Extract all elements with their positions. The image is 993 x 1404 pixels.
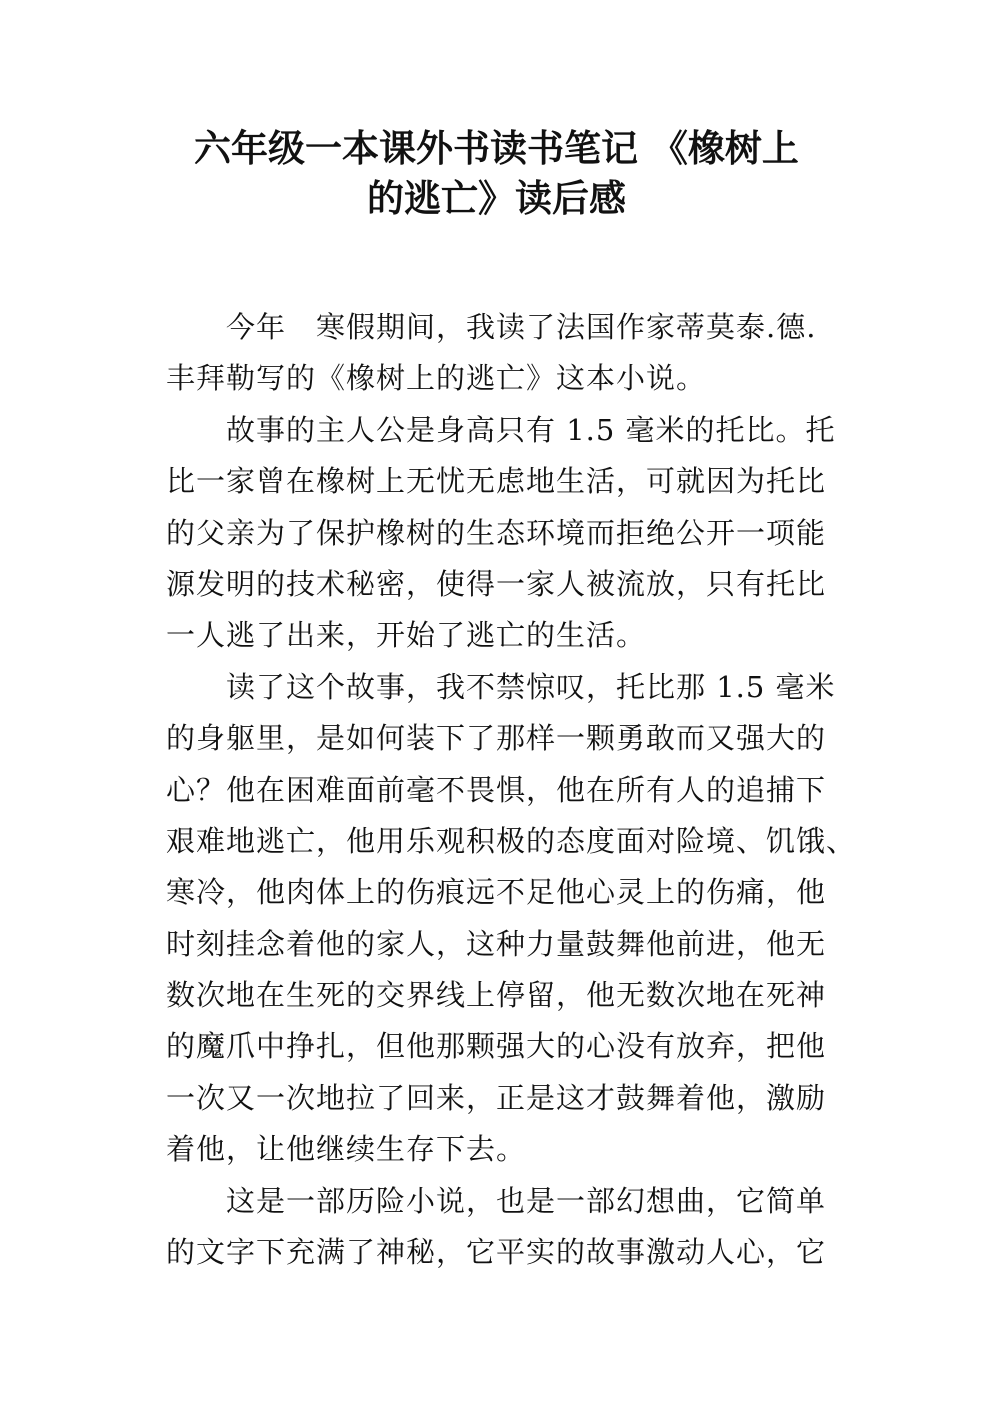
text-line: 一次又一次地拉了回来，正是这才鼓舞着他，激励 [166, 1080, 827, 1115]
paragraph [166, 306, 846, 409]
text-line: 心？他在困难面前毫不畏惧，他在所有人的追捕下 [166, 772, 827, 807]
text-line: 的身躯里，是如何装下了那样一颗勇敢而又强大的 [166, 721, 827, 756]
text-line: 丰拜勒写的《橡树上的逃亡》这本小说。 [166, 361, 707, 396]
text-line: 今年 寒假期间，我读了法国作家蒂莫泰.德. [226, 310, 817, 344]
text-line: 比一家曾在橡树上无忧无虑地生活，可就因为托比 [166, 464, 827, 499]
text-line: 的父亲为了保护橡树的生态环境而拒绝公开一项能 [166, 515, 827, 550]
document-body [166, 306, 857, 1282]
paragraph [166, 409, 846, 666]
text-line: 源发明的技术秘密，使得一家人被流放，只有托比 [166, 566, 827, 601]
text-line: 寒冷，他肉体上的伤痕远不足他心灵上的伤痛，他 [166, 875, 827, 910]
text-line: 这是一部历险小说，也是一部幻想曲，它简单 [226, 1183, 827, 1218]
text-line: 故事的主人公是身高只有 1.5 毫米的托比。托 [226, 412, 836, 447]
text-line: 的文字下充满了神秘，它平实的故事激动人心，它 [166, 1235, 827, 1270]
text-line: 着他，让他继续生存下去。 [166, 1132, 527, 1167]
text-line: 的魔爪中挣扎，但他那颗强大的心没有放弃，把他 [166, 1029, 827, 1064]
text-line: 一人逃了出来，开始了逃亡的生活。 [166, 618, 647, 653]
document-title-line-2: 的逃亡》读后感 [367, 177, 626, 220]
text-line: 艰难地逃亡，他用乐观积极的态度面对险境、饥饿、 [166, 823, 857, 858]
text-line: 时刻挂念着他的家人，这种力量鼓舞他前进，他无 [166, 926, 827, 961]
text-line: 读了这个故事，我不禁惊叹，托比那 1.5 毫米 [226, 669, 836, 704]
document-title-line-1: 六年级一本课外书读书笔记 《橡树上 [194, 127, 799, 170]
paragraph [166, 666, 857, 1180]
text-line: 数次地在生死的交界线上停留，他无数次地在死神 [166, 978, 827, 1013]
paragraph [166, 1180, 846, 1283]
